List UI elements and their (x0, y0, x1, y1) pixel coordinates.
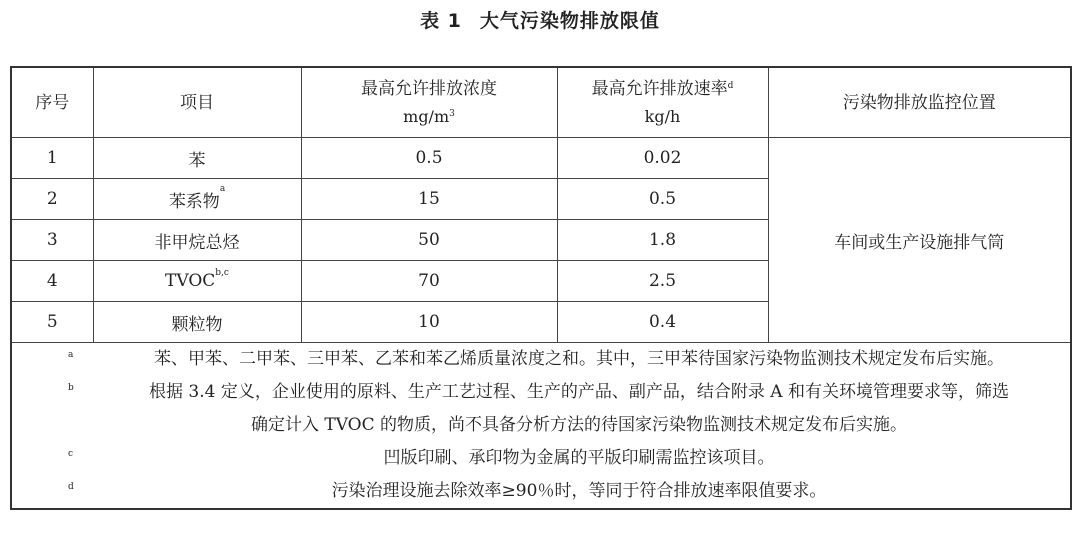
cell-rate: 2.5 (557, 261, 768, 302)
notes-row (11, 343, 1071, 510)
footnote-mark: c (68, 449, 74, 459)
footnote-b (12, 376, 1070, 442)
cell-rate: 0.4 (557, 302, 768, 343)
item-text: 苯系物 (168, 191, 220, 212)
cell-concentration: 10 (301, 302, 557, 343)
cell-concentration: 70 (301, 261, 557, 302)
table-title-text: 大气污染物排放限值 (479, 10, 660, 32)
header-rate-label: 最高允许排放速率 (591, 78, 728, 99)
header-location-label: 污染物排放监控位置 (842, 92, 996, 113)
header-location (768, 67, 1071, 138)
cell-seq: 3 (11, 220, 93, 261)
footnote-mark: b (68, 383, 74, 393)
cell-seq: 2 (11, 179, 93, 220)
cell-rate: 0.02 (557, 138, 768, 179)
header-concentration-label: 最高允许排放浓度 (361, 78, 497, 99)
header-seq (11, 67, 93, 138)
table-title (0, 6, 1080, 36)
concentration-unit-text: mg/m (403, 106, 450, 126)
footnote-c (12, 442, 1070, 475)
table-number: 表 1 (420, 10, 462, 32)
cell-seq: 4 (11, 261, 93, 302)
footnote-a (12, 343, 1070, 376)
header-concentration-unit (302, 103, 557, 131)
cell-item (93, 220, 301, 261)
item-text: 非甲烷总烃 (154, 232, 240, 253)
cell-seq: 5 (11, 302, 93, 343)
item-sup: b,c (215, 268, 229, 278)
cell-item (93, 179, 301, 220)
footnotes (11, 343, 1071, 510)
header-item-label: 项目 (180, 92, 214, 113)
cell-concentration: 50 (301, 220, 557, 261)
header-row (11, 67, 1071, 138)
cell-seq: 1 (11, 138, 93, 179)
item-sup: a (219, 183, 226, 194)
concentration-unit-sup: 3 (449, 108, 455, 119)
header-rate-label-wrap (558, 75, 768, 103)
footnote-mark: d (68, 482, 74, 492)
footnote-line: 确定计入 TVOC 的物质，尚不具备分析方法的待国家污染物监测技术规定发布后实施。 (250, 415, 908, 435)
cell-concentration: 15 (301, 179, 557, 220)
footnote-line: 苯、甲苯、二甲苯、三甲苯、乙苯和苯乙烯质量浓度之和。其中，三甲苯待国家污染物监测技术规定发布后实施。 (154, 349, 1004, 369)
cell-item (93, 302, 301, 343)
cell-rate: 1.8 (557, 220, 768, 261)
cell-location: 车间或生产设施排气筒 (768, 138, 1071, 343)
header-concentration (301, 67, 557, 138)
emission-limits-table (10, 66, 1072, 510)
footnote-line: 根据 3.4 定义，企业使用的原料、生产工艺过程、生产的产品、副产品，结合附录 A 和有关环境管理要求等，筛选 (149, 382, 1009, 402)
footnote-mark: a (68, 350, 74, 360)
cell-item (93, 261, 301, 302)
header-rate-unit: kg/h (644, 106, 681, 126)
header-seq-label: 序号 (35, 92, 70, 113)
footnote-line: 污染治理设施去除效率≥90％时，等同于符合排放速率限值要求。 (331, 481, 827, 501)
footnote-line: 凹版印刷、承印物为金属的平版印刷需监控该项目。 (383, 448, 775, 468)
table-row (11, 138, 1071, 179)
header-item (93, 67, 301, 138)
item-text: 苯 (188, 150, 206, 171)
cell-rate: 0.5 (557, 179, 768, 220)
item-text: 颗粒物 (171, 314, 223, 335)
cell-item (93, 138, 301, 179)
cell-concentration: 0.5 (301, 138, 557, 179)
item-text: TVOC (165, 271, 216, 291)
footnote-d (12, 475, 1070, 508)
header-rate-sup: d (727, 80, 734, 91)
header-rate (557, 67, 768, 138)
